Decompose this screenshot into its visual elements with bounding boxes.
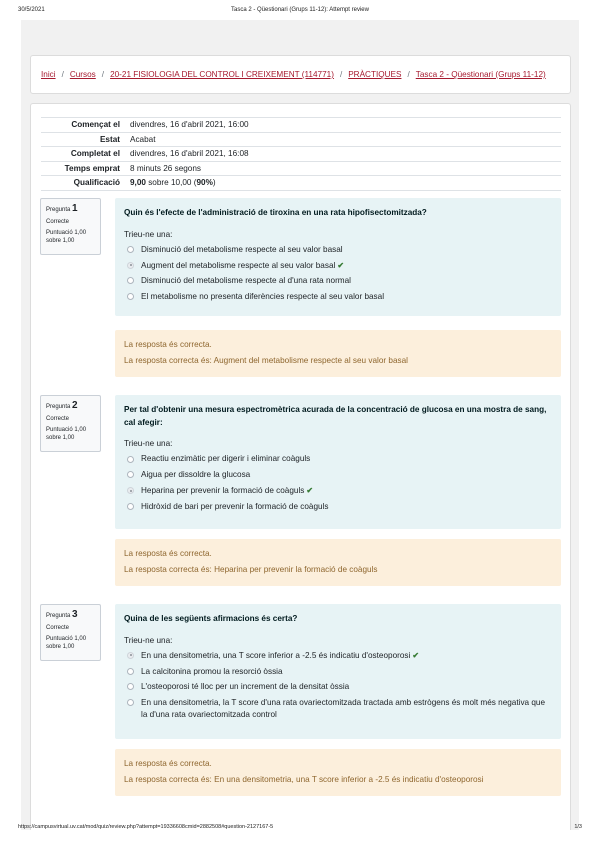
summary-value: Acabat [125,132,561,147]
right-answer-text: La resposta correcta és: En una densitometria, una T score inferior a -2.5 és indicatiu d'osteoporosi [124,775,484,785]
answer-prompt: Trieu-ne una: [124,229,173,239]
question-label: Pregunta [46,207,71,213]
answer-option[interactable] [124,244,552,256]
answer-label: En una densitometria, la T score d'una rata ovariectomitzada tractada amb estrògens és molt més negativa que la d'una rata ovariectomitzada control [141,698,546,720]
answer-label: Aigua per dissoldre la glucosa [141,470,251,480]
answer-option[interactable] [124,501,552,513]
summary-label: Completat el [41,147,125,162]
summary-label: Qualificació [41,176,125,191]
answer-option[interactable] [124,275,552,287]
grade-value [125,176,561,191]
grade-close: ) [212,178,216,188]
answer-prompt: Trieu-ne una: [124,439,173,449]
question-formulation [115,395,561,529]
summary-row [41,147,561,162]
question-label: Pregunta [46,404,71,410]
grade-max: sobre 10,00 ( [145,178,197,188]
breadcrumb-separator: / [339,70,343,79]
question-info [40,604,101,661]
print-title: Tasca 2 - Qüestionari (Grups 11-12): Attempt review [231,7,369,13]
breadcrumb-courses-link[interactable]: Cursos [69,70,96,79]
breadcrumb-course-link[interactable]: 20-21 FISIOLOGIA DEL CONTROL I CREIXEMENT (114771) [110,70,334,79]
question-state: Correcte [46,218,70,225]
check-icon: ✔ [412,650,420,660]
answer-label: La calcitonina promou la resorció òssia [141,666,283,676]
print-page-number: 1/3 [574,824,582,830]
print-footer [18,824,582,834]
radio-icon[interactable] [127,699,134,706]
summary-row [41,118,561,133]
print-header [18,7,582,17]
answer-prompt: Trieu-ne una: [124,635,173,645]
answer-label: Reactiu enzimàtic per digerir i eliminar coàguls [141,454,311,464]
radio-icon[interactable] [127,683,134,690]
question-state: Correcte [46,624,70,631]
answer-option[interactable] [124,697,552,722]
attempt-summary-table [41,117,561,191]
summary-value: divendres, 16 d'abril 2021, 16:00 [125,118,561,133]
question-text: Quin és l'efecte de l'administració de tiroxina en una rata hipofisectomitzada? [124,208,427,217]
radio-checked-icon[interactable] [127,652,134,659]
question-state: Correcte [46,415,70,422]
summary-row [41,132,561,147]
feedback-text: La resposta és correcta. [124,759,212,768]
check-icon: ✔ [306,486,314,495]
question-info [40,395,101,452]
answer-option-selected[interactable] [124,485,552,497]
breadcrumb-separator: / [101,70,105,79]
question-number: 2 [72,400,78,411]
summary-row [41,161,561,176]
answer-option[interactable] [124,291,552,303]
answer-label: En una densitometria, una T score inferior a -2.5 és indicatiu d'osteoporosi [141,650,411,660]
answer-label: El metabolisme no presenta diferències respecte al seu valor basal [141,292,385,302]
question-feedback [115,330,561,377]
answer-option[interactable] [124,453,552,465]
breadcrumb-home-link[interactable]: Inici [41,70,56,79]
answer-label: Heparina per prevenir la formació de coàguls [141,486,305,495]
radio-icon[interactable] [127,246,134,253]
breadcrumb-section-link[interactable]: PRÀCTIQUES [348,70,402,79]
question-number: 1 [72,203,78,214]
grade-percent: 90% [196,178,213,188]
feedback-text: La resposta és correcta. [124,340,212,349]
answer-option-selected[interactable] [124,260,552,272]
question-feedback [115,539,561,586]
question-grade: Puntuació 1,00 sobre 1,00 [46,230,87,244]
answer-option[interactable] [124,666,552,678]
radio-icon[interactable] [127,293,134,300]
question-formulation [115,604,561,739]
summary-value: divendres, 16 d'abril 2021, 16:08 [125,147,561,162]
radio-icon[interactable] [127,503,134,510]
breadcrumb-quiz-link[interactable]: Tasca 2 - Qüestionari (Grups 11-12) [415,70,546,79]
attempt-review [30,103,571,830]
print-url: https://campusvirtual.uv.cat/mod/quiz/review.php?attempt=19336608cmid=2882508#question-2127167-5 [18,824,274,830]
check-icon: ✔ [337,260,345,270]
answer-option-selected[interactable] [124,650,552,662]
summary-value: 8 minuts 26 segons [125,161,561,176]
summary-label: Estat [41,132,125,147]
summary-label: Temps emprat [41,161,125,176]
answer-label: Hidròxid de bari per prevenir la formació de coàguls [141,501,329,511]
breadcrumb-separator: / [61,70,64,79]
print-date: 30/5/2021 [18,7,45,13]
grade-score: 9,00 [130,178,146,188]
answer-option[interactable] [124,469,552,481]
question-number: 3 [72,609,78,620]
right-answer-text: La resposta correcta és: Heparina per prevenir la formació de coàguls [124,565,378,575]
summary-row [41,176,561,191]
question-formulation [115,198,561,316]
radio-checked-icon[interactable] [127,262,134,269]
question-label: Pregunta [46,613,71,619]
answer-label: L'osteoporosi té lloc per un increment de la densitat òssia [141,682,350,692]
summary-label: Començat el [41,118,125,133]
question-info [40,198,101,255]
answer-label: Augment del metabolisme respecte al seu valor basal [141,260,336,270]
radio-icon[interactable] [127,277,134,284]
right-answer-text: La resposta correcta és: Augment del metabolisme respecte al seu valor basal [124,356,408,366]
question-grade: Puntuació 1,00 sobre 1,00 [46,427,87,441]
breadcrumb [30,55,571,94]
radio-checked-icon[interactable] [127,487,134,494]
answer-option[interactable] [124,681,552,693]
answer-label: Disminució del metabolisme respecte al seu valor basal [141,244,343,254]
radio-icon[interactable] [127,471,134,478]
answer-label: Disminució del metabolisme respecte al d'una rata normal [141,276,351,286]
radio-icon[interactable] [127,668,134,675]
radio-icon[interactable] [127,456,134,463]
question-feedback [115,749,561,796]
feedback-text: La resposta és correcta. [124,549,212,558]
question-text: Quina de les següents afirmacions és certa? [124,614,298,623]
breadcrumb-separator: / [407,70,410,79]
question-grade: Puntuació 1,00 sobre 1,00 [46,636,87,650]
question-text: Per tal d'obtenir una mesura espectromètrica acurada de la concentració de glucosa en una mostra de sang, cal afegir: [124,405,547,427]
